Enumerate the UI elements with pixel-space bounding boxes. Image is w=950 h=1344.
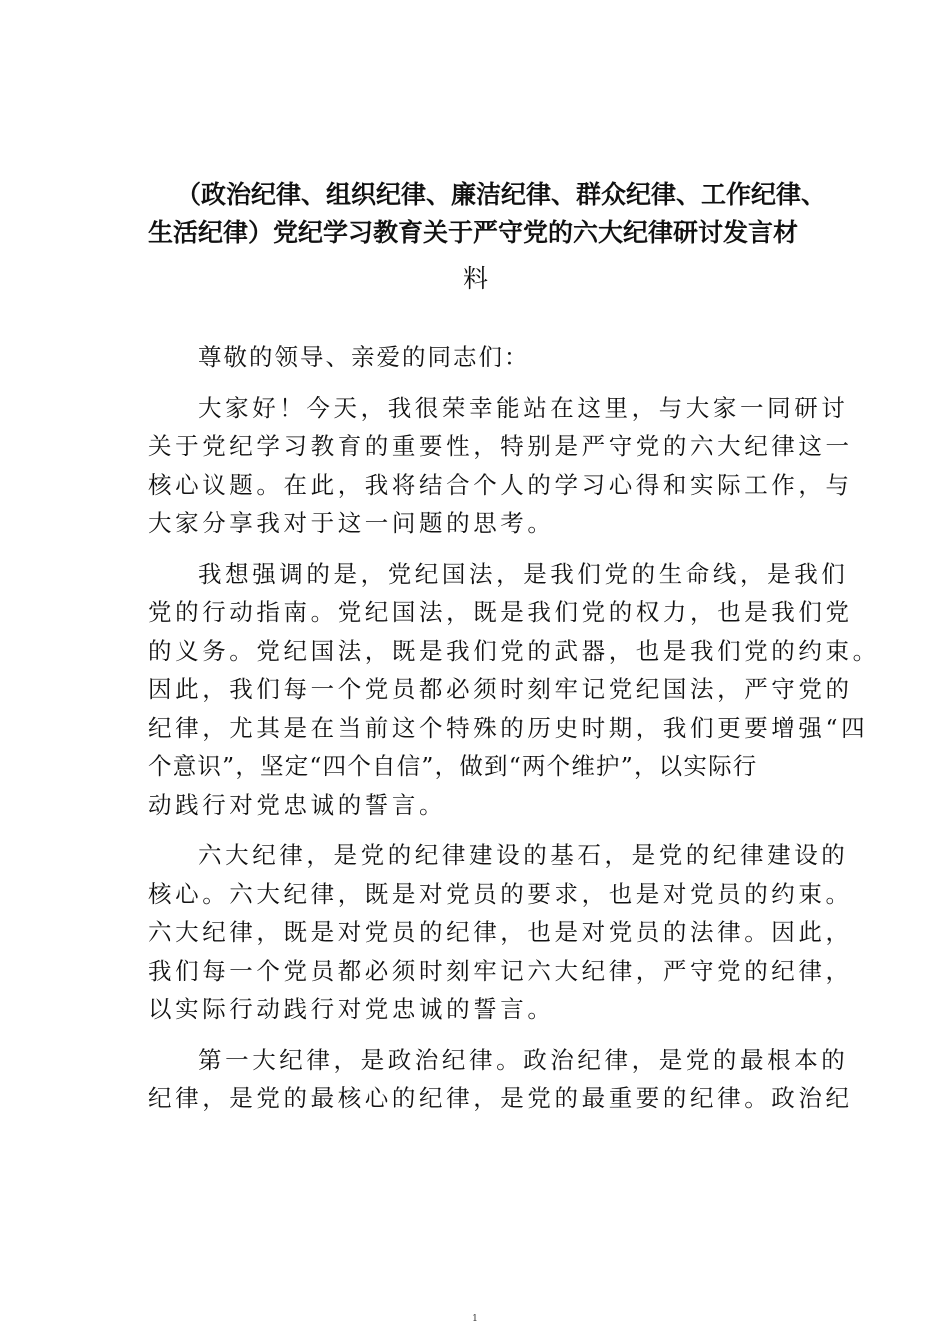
paragraph-line: 动践行对党忠诚的誓言。 — [148, 790, 447, 819]
paragraph-line: 党的行动指南。党纪国法，既是我们党的权力，也是我们党 — [148, 598, 853, 626]
paragraph-line: 以实际行动践行对党忠诚的誓言。 — [148, 995, 555, 1023]
title-line: 料 — [462, 264, 488, 293]
salutation: 尊敬的领导、亲爱的同志们： — [198, 343, 530, 371]
document-body — [148, 338, 880, 1118]
paragraph-line: 个意识”，坚定“四个自信”，做到“两个维护”，以实际行 — [148, 752, 758, 780]
paragraph-line: 六大纪律，是党的纪律建设的基石，是党的纪律建设的 — [198, 841, 849, 869]
paragraph-line: 因此，我们每一个党员都必须时刻牢记党纪国法，严守党的 — [148, 675, 853, 703]
document-title — [148, 176, 827, 298]
paragraph-line: 关于党纪学习教育的重要性，特别是严守党的六大纪律这一 — [148, 432, 853, 460]
paragraph — [148, 389, 853, 543]
paragraph-line: 我想强调的是，党纪国法，是我们党的生命线，是我们 — [198, 559, 849, 588]
paragraph-line: 的义务。党纪国法，既是我们党的武器，也是我们党的约束。 — [148, 636, 880, 665]
paragraph-line: 纪律，尤其是在当前这个特殊的历史时期，我们更要增强“四 — [148, 713, 869, 742]
paragraph-line: 我们每一个党员都必须时刻牢记六大纪律，严守党的纪律， — [148, 956, 853, 985]
title-line: 生活纪律）党纪学习教育关于严守党的六大纪律研讨发言材 — [148, 218, 799, 247]
paragraph-line: 大家分享我对于这一问题的思考。 — [148, 509, 555, 537]
paragraph-line: 核心议题。在此，我将结合个人的学习心得和实际工作，与 — [148, 470, 853, 499]
paragraph — [148, 1041, 853, 1118]
paragraph-line: 六大纪律，既是对党员的纪律，也是对党员的法律。因此， — [148, 918, 853, 946]
paragraph — [148, 836, 853, 1029]
paragraph-line: 核心。六大纪律，既是对党员的要求，也是对党员的约束。 — [148, 879, 853, 908]
paragraph — [148, 555, 880, 825]
paragraph-line: 大家好！今天，我很荣幸能站在这里，与大家一同研讨 — [198, 393, 849, 422]
paragraph-line: 纪律，是党的最核心的纪律，是党的最重要的纪律。政治纪 — [148, 1084, 853, 1112]
paragraph-line: 第一大纪律，是政治纪律。政治纪律，是党的最根本的 — [198, 1045, 849, 1074]
page-number: 1 — [472, 1314, 478, 1324]
title-line: （政治纪律、组织纪律、廉洁纪律、群众纪律、工作纪律、 — [176, 180, 827, 209]
